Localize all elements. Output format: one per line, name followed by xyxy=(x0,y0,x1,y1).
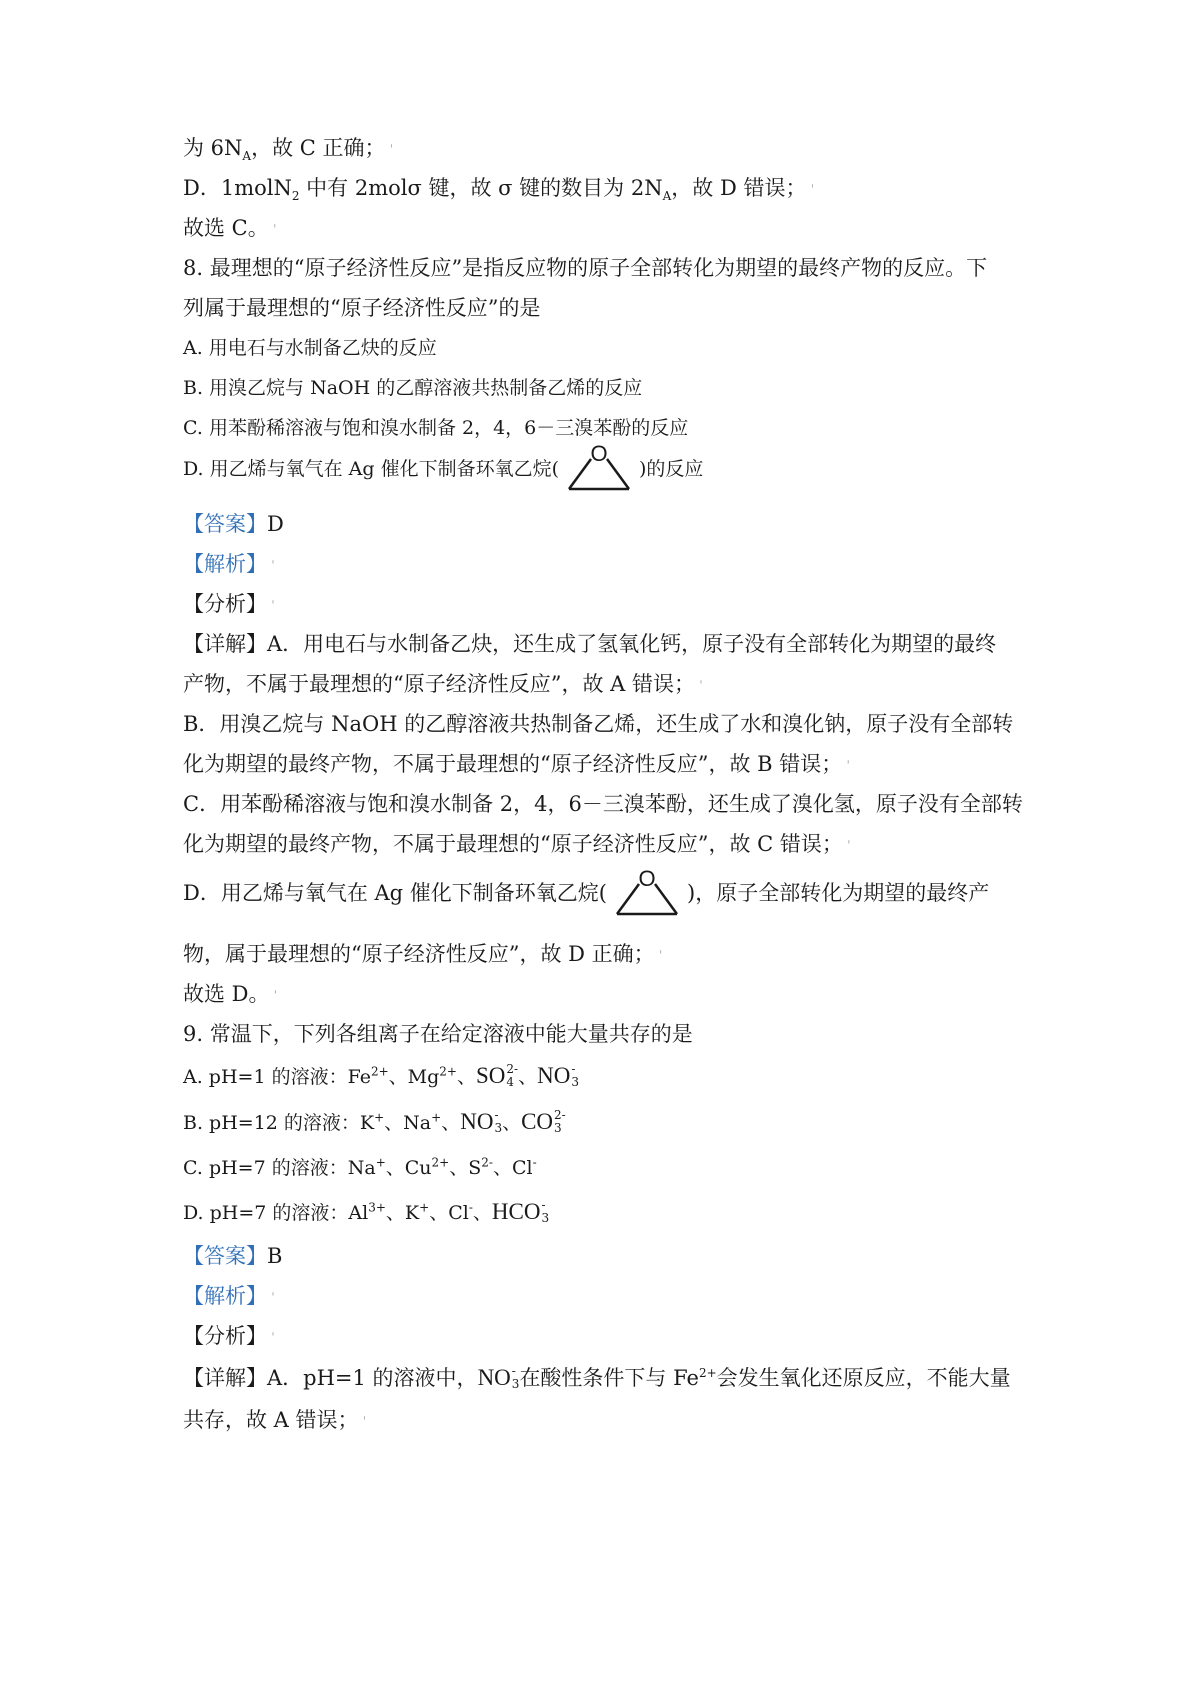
superscript: - xyxy=(571,1062,576,1076)
oxygen-label: O xyxy=(638,865,656,891)
superscript: + xyxy=(419,1200,430,1215)
subscript: 3 xyxy=(571,1075,580,1089)
superscript: - xyxy=(532,1155,537,1170)
answer-line xyxy=(183,508,284,540)
text: 产物，不属于最理想的“原子经济性反应”，故 A 错误； xyxy=(183,672,695,696)
explanation-line xyxy=(183,828,851,863)
detail-tag: 【详解】 xyxy=(183,1366,267,1390)
superscript: 2+ xyxy=(439,1064,457,1079)
text: 、Na xyxy=(384,1112,432,1134)
paragraph-mark: ˈ xyxy=(810,183,815,199)
text: 、K xyxy=(385,1202,420,1224)
paragraph-mark: ˈ xyxy=(846,839,851,855)
ion-formula xyxy=(460,1106,502,1139)
superscript: - xyxy=(494,1108,499,1122)
option-a xyxy=(183,332,437,364)
text: D．1molN xyxy=(183,176,292,200)
text: 、 xyxy=(502,1112,522,1134)
ion-formula xyxy=(478,1362,520,1394)
text: 、Mg xyxy=(388,1066,440,1088)
ion-formula xyxy=(521,1106,566,1139)
paragraph-mark: ˈ xyxy=(658,949,663,965)
text-line xyxy=(183,172,814,207)
superscript: 3+ xyxy=(368,1200,386,1215)
superscript: - xyxy=(468,1200,473,1215)
superscript: - xyxy=(541,1198,546,1212)
option-b xyxy=(183,372,642,404)
superscript: + xyxy=(374,1110,385,1125)
text: NO xyxy=(460,1109,494,1134)
text: B. pH=12 的溶液：K xyxy=(183,1112,375,1134)
text: 故选 D。 xyxy=(183,982,270,1006)
text: A. pH=1 的溶液：Fe xyxy=(183,1066,371,1088)
option-d xyxy=(183,1196,549,1229)
analysis-heading xyxy=(183,548,275,583)
superscript: - xyxy=(511,1363,516,1378)
analysis-sub-heading xyxy=(183,588,275,623)
paragraph-mark: ˈ xyxy=(271,1291,275,1307)
paragraph-mark: ˈ xyxy=(272,223,277,239)
superscript: 2+ xyxy=(698,1366,717,1380)
subscript: 4 xyxy=(506,1075,515,1089)
ion-formula xyxy=(492,1196,549,1229)
text-line xyxy=(183,212,277,247)
paragraph-mark: ˈ xyxy=(273,989,278,1005)
text: HCO xyxy=(491,1199,541,1224)
text: 、Cu xyxy=(385,1157,432,1179)
analysis-tag: 【解析】 xyxy=(183,552,267,576)
text: 列属于最理想的“原子经济性反应”的是 xyxy=(183,296,541,320)
text: 故选 C。 xyxy=(183,216,269,240)
paragraph-mark: ˈ xyxy=(362,1415,367,1431)
question-stem xyxy=(183,292,540,324)
paragraph-mark: ˈ xyxy=(699,679,703,695)
text: A．用电石与水制备乙炔，还生成了氢氧化钙，原子没有全部转化为期望的最终 xyxy=(267,632,997,656)
explanation-line xyxy=(183,628,996,660)
option-d xyxy=(183,440,703,499)
epoxide-structure-icon xyxy=(561,441,637,499)
option-a xyxy=(183,1060,579,1093)
superscript: 2+ xyxy=(431,1155,450,1170)
text: 、Cl xyxy=(429,1202,469,1224)
explanation-line xyxy=(183,862,989,924)
detail-tag: 【详解】 xyxy=(183,632,267,656)
answer-tag: 【答案】 xyxy=(183,512,267,536)
question-stem xyxy=(183,1018,693,1050)
paragraph-mark: ˈ xyxy=(389,143,394,159)
text: 在酸性条件下与 Fe xyxy=(519,1366,699,1390)
text: )，原子全部转化为期望的最终产 xyxy=(687,881,990,905)
analysis-tag: 【解析】 xyxy=(183,1284,267,1308)
text: 、Cl xyxy=(492,1157,533,1179)
ion-formula xyxy=(537,1060,579,1093)
text: ，故 D 错误； xyxy=(671,176,807,200)
text: C．用苯酚稀溶液与饱和溴水制备 2，4，6－三溴苯酚，还生成了溴化氢，原子没有全部转 xyxy=(183,792,1023,816)
text: 物，属于最理想的“原子经济性反应”，故 D 正确； xyxy=(183,942,655,966)
paragraph-mark: ˈ xyxy=(271,559,275,575)
text: 、S xyxy=(449,1157,482,1179)
subscript: A xyxy=(242,149,252,164)
explanation-line xyxy=(183,708,1013,740)
explanation-line xyxy=(183,788,1023,820)
text: 化为期望的最终产物，不属于最理想的“原子经济性反应”，故 C 错误； xyxy=(183,832,843,856)
text: ，故 C 正确； xyxy=(251,136,386,160)
superscript: 2- xyxy=(554,1108,566,1122)
text: 、 xyxy=(518,1066,538,1088)
explanation-line xyxy=(183,978,277,1013)
epoxide-structure-icon xyxy=(609,866,685,924)
text: CO xyxy=(521,1109,554,1134)
text: C. pH=7 的溶液：Na xyxy=(183,1157,376,1179)
text: 8. 最理想的“原子经济性反应”是指反应物的原子全部转化为期望的最终产物的反应。下 xyxy=(183,256,988,280)
explanation-line xyxy=(183,1362,1011,1394)
text: )的反应 xyxy=(639,458,704,480)
paragraph-mark: ˈ xyxy=(271,599,275,615)
text: 会发生氧化还原反应，不能大量 xyxy=(716,1366,1011,1390)
answer-tag: 【答案】 xyxy=(183,1244,267,1268)
text: 化为期望的最终产物，不属于最理想的“原子经济性反应”，故 B 错误； xyxy=(183,752,843,776)
oxygen-label: O xyxy=(590,441,608,466)
explanation-line xyxy=(183,668,703,703)
option-c xyxy=(183,1152,537,1184)
question-stem xyxy=(183,252,987,284)
subscript: 3 xyxy=(554,1121,562,1135)
answer-line xyxy=(183,1240,282,1272)
text: 为 6N xyxy=(183,136,243,160)
text-line xyxy=(183,132,393,167)
paragraph-mark: ˈ xyxy=(846,759,851,775)
superscript: 2+ xyxy=(370,1064,389,1079)
subscript: 2 xyxy=(291,189,300,204)
text: 、 xyxy=(457,1066,477,1088)
text: 【分析】 xyxy=(183,592,267,616)
text: B．用溴乙烷与 NaOH 的乙醇溶液共热制备乙烯，还生成了水和溴化钠，原子没有全部转 xyxy=(183,712,1014,736)
text: D．用乙烯与氧气在 Ag 催化下制备环氧乙烷( xyxy=(183,881,607,905)
explanation-line xyxy=(183,1404,366,1439)
text: NO xyxy=(537,1063,571,1088)
subscript: 3 xyxy=(494,1121,503,1135)
superscript: 2- xyxy=(481,1155,493,1170)
subscript: A xyxy=(662,189,672,204)
ion-formula xyxy=(476,1060,518,1093)
text: D. pH=7 的溶液：Al xyxy=(183,1202,369,1224)
text: 、 xyxy=(441,1112,461,1134)
paragraph-mark: ˈ xyxy=(271,1331,275,1347)
answer-value: B xyxy=(267,1244,283,1268)
analysis-sub-heading xyxy=(183,1320,275,1355)
text: B. 用溴乙烷与 NaOH 的乙醇溶液共热制备乙烯的反应 xyxy=(183,377,643,399)
text: 【分析】 xyxy=(183,1324,267,1348)
superscript: + xyxy=(375,1155,386,1170)
answer-value: D xyxy=(267,512,284,536)
text: 、 xyxy=(472,1202,492,1224)
explanation-line xyxy=(183,938,663,973)
text: 9. 常温下，下列各组离子在给定溶液中能大量共存的是 xyxy=(183,1022,693,1046)
superscript: + xyxy=(431,1110,442,1125)
text: D. 用乙烯与氧气在 Ag 催化下制备环氧乙烷( xyxy=(183,458,560,480)
option-b xyxy=(183,1106,566,1139)
text: A．pH=1 的溶液中， xyxy=(267,1366,478,1390)
subscript: 3 xyxy=(511,1376,520,1391)
analysis-heading xyxy=(183,1280,275,1315)
text: SO xyxy=(476,1063,506,1088)
superscript: 2- xyxy=(506,1062,519,1076)
text: NO xyxy=(477,1365,511,1390)
text: 共存，故 A 错误； xyxy=(183,1408,359,1432)
subscript: 3 xyxy=(541,1211,550,1225)
text: 中有 2molσ 键，故 σ 键的数目为 2N xyxy=(299,176,663,200)
text: C. 用苯酚稀溶液与饱和溴水制备 2，4，6－三溴苯酚的反应 xyxy=(183,417,689,439)
explanation-line xyxy=(183,748,850,783)
text: A. 用电石与水制备乙炔的反应 xyxy=(183,337,437,359)
